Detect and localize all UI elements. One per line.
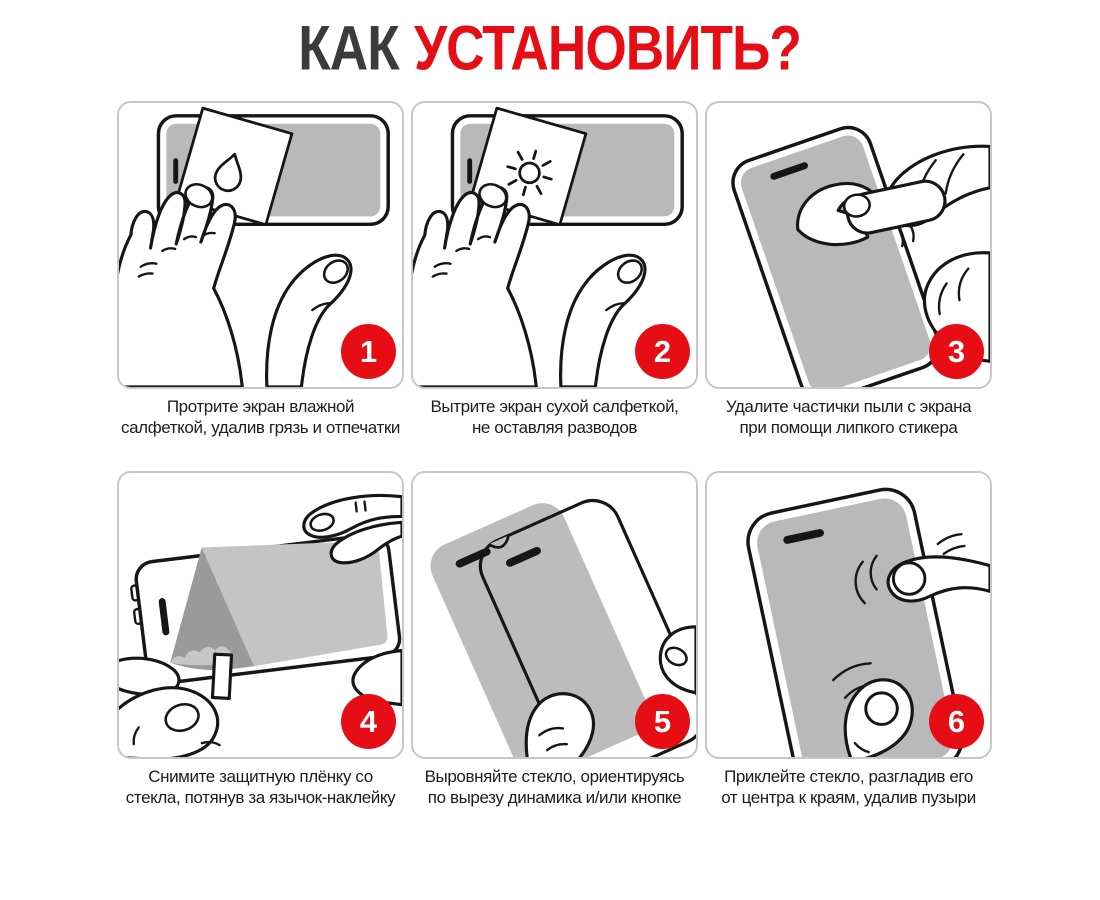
step-1-caption [117,397,404,438]
step-number: 5 [653,703,672,739]
caption-line-1: Удалите частички пыли с экрана [725,397,972,416]
step-1-cell [117,101,404,438]
step-4-panel [117,471,404,759]
step-5-panel [411,471,698,759]
step-badge [635,694,690,749]
step-5-caption [411,767,698,808]
step-badge [929,324,984,379]
caption-line-2: стекла, потянув за язычок-наклейку [125,787,396,807]
caption-line-1: Вытрите экран сухой салфеткой, [430,397,679,416]
step-4-cell [117,471,404,808]
step-badge [929,694,984,749]
phone-portrait-tilted [727,121,945,387]
caption-line-2: салфеткой, удалив грязь и отпечатки [121,417,400,437]
step-3-caption [705,397,992,438]
speaker-slit [467,158,472,184]
step-number: 3 [947,333,966,369]
motion-mark [910,225,914,241]
thumb-nail [866,693,898,725]
step-badge [341,694,396,749]
caption-line-2: по вырезу динамика и/или кнопке [427,787,682,807]
step-6-panel [705,471,992,759]
step-2-cell [411,101,698,438]
step-number: 6 [947,703,966,739]
caption-line-1: Протрите экран влажной [166,397,355,416]
steps-row-2 [117,471,992,808]
step-badge [341,324,396,379]
caption-line-1: Приклейте стекло, разгладив его [724,767,973,786]
caption-line-2: не оставляя разводов [471,417,638,437]
fingertip-nail [893,563,925,595]
steps-row-1 [117,101,992,438]
step-badge [635,324,690,379]
page-title [298,12,802,83]
caption-line-2: от центра к краям, удалив пузыри [721,787,976,807]
step-2-panel [411,101,698,389]
caption-line-2: при помощи липкого стикера [739,417,958,437]
step-number: 4 [359,703,378,739]
pull-tab [212,654,231,698]
step-number: 1 [359,333,378,369]
caption-line-1: Снимите защитную плёнку со [148,767,373,786]
step-3-cell [705,101,992,438]
speaker-slit [173,158,178,184]
motion-mark [944,546,965,554]
step-3-panel [705,101,992,389]
caption-line-1: Выровняйте стекло, ориентируясь [424,767,685,786]
step-6-caption [705,767,992,808]
title-prefix: КАК [298,12,400,83]
step-number: 2 [653,333,672,369]
step-6-cell [705,471,992,808]
step-4-caption [117,767,404,808]
hand-fingers [119,188,242,387]
motion-mark [938,534,962,544]
hand-fingers [413,188,536,387]
step-2-caption [411,397,698,438]
header [0,0,1100,96]
step-1-panel [117,101,404,389]
title-highlight: УСТАНОВИТЬ? [414,12,802,83]
step-5-cell [411,471,698,808]
